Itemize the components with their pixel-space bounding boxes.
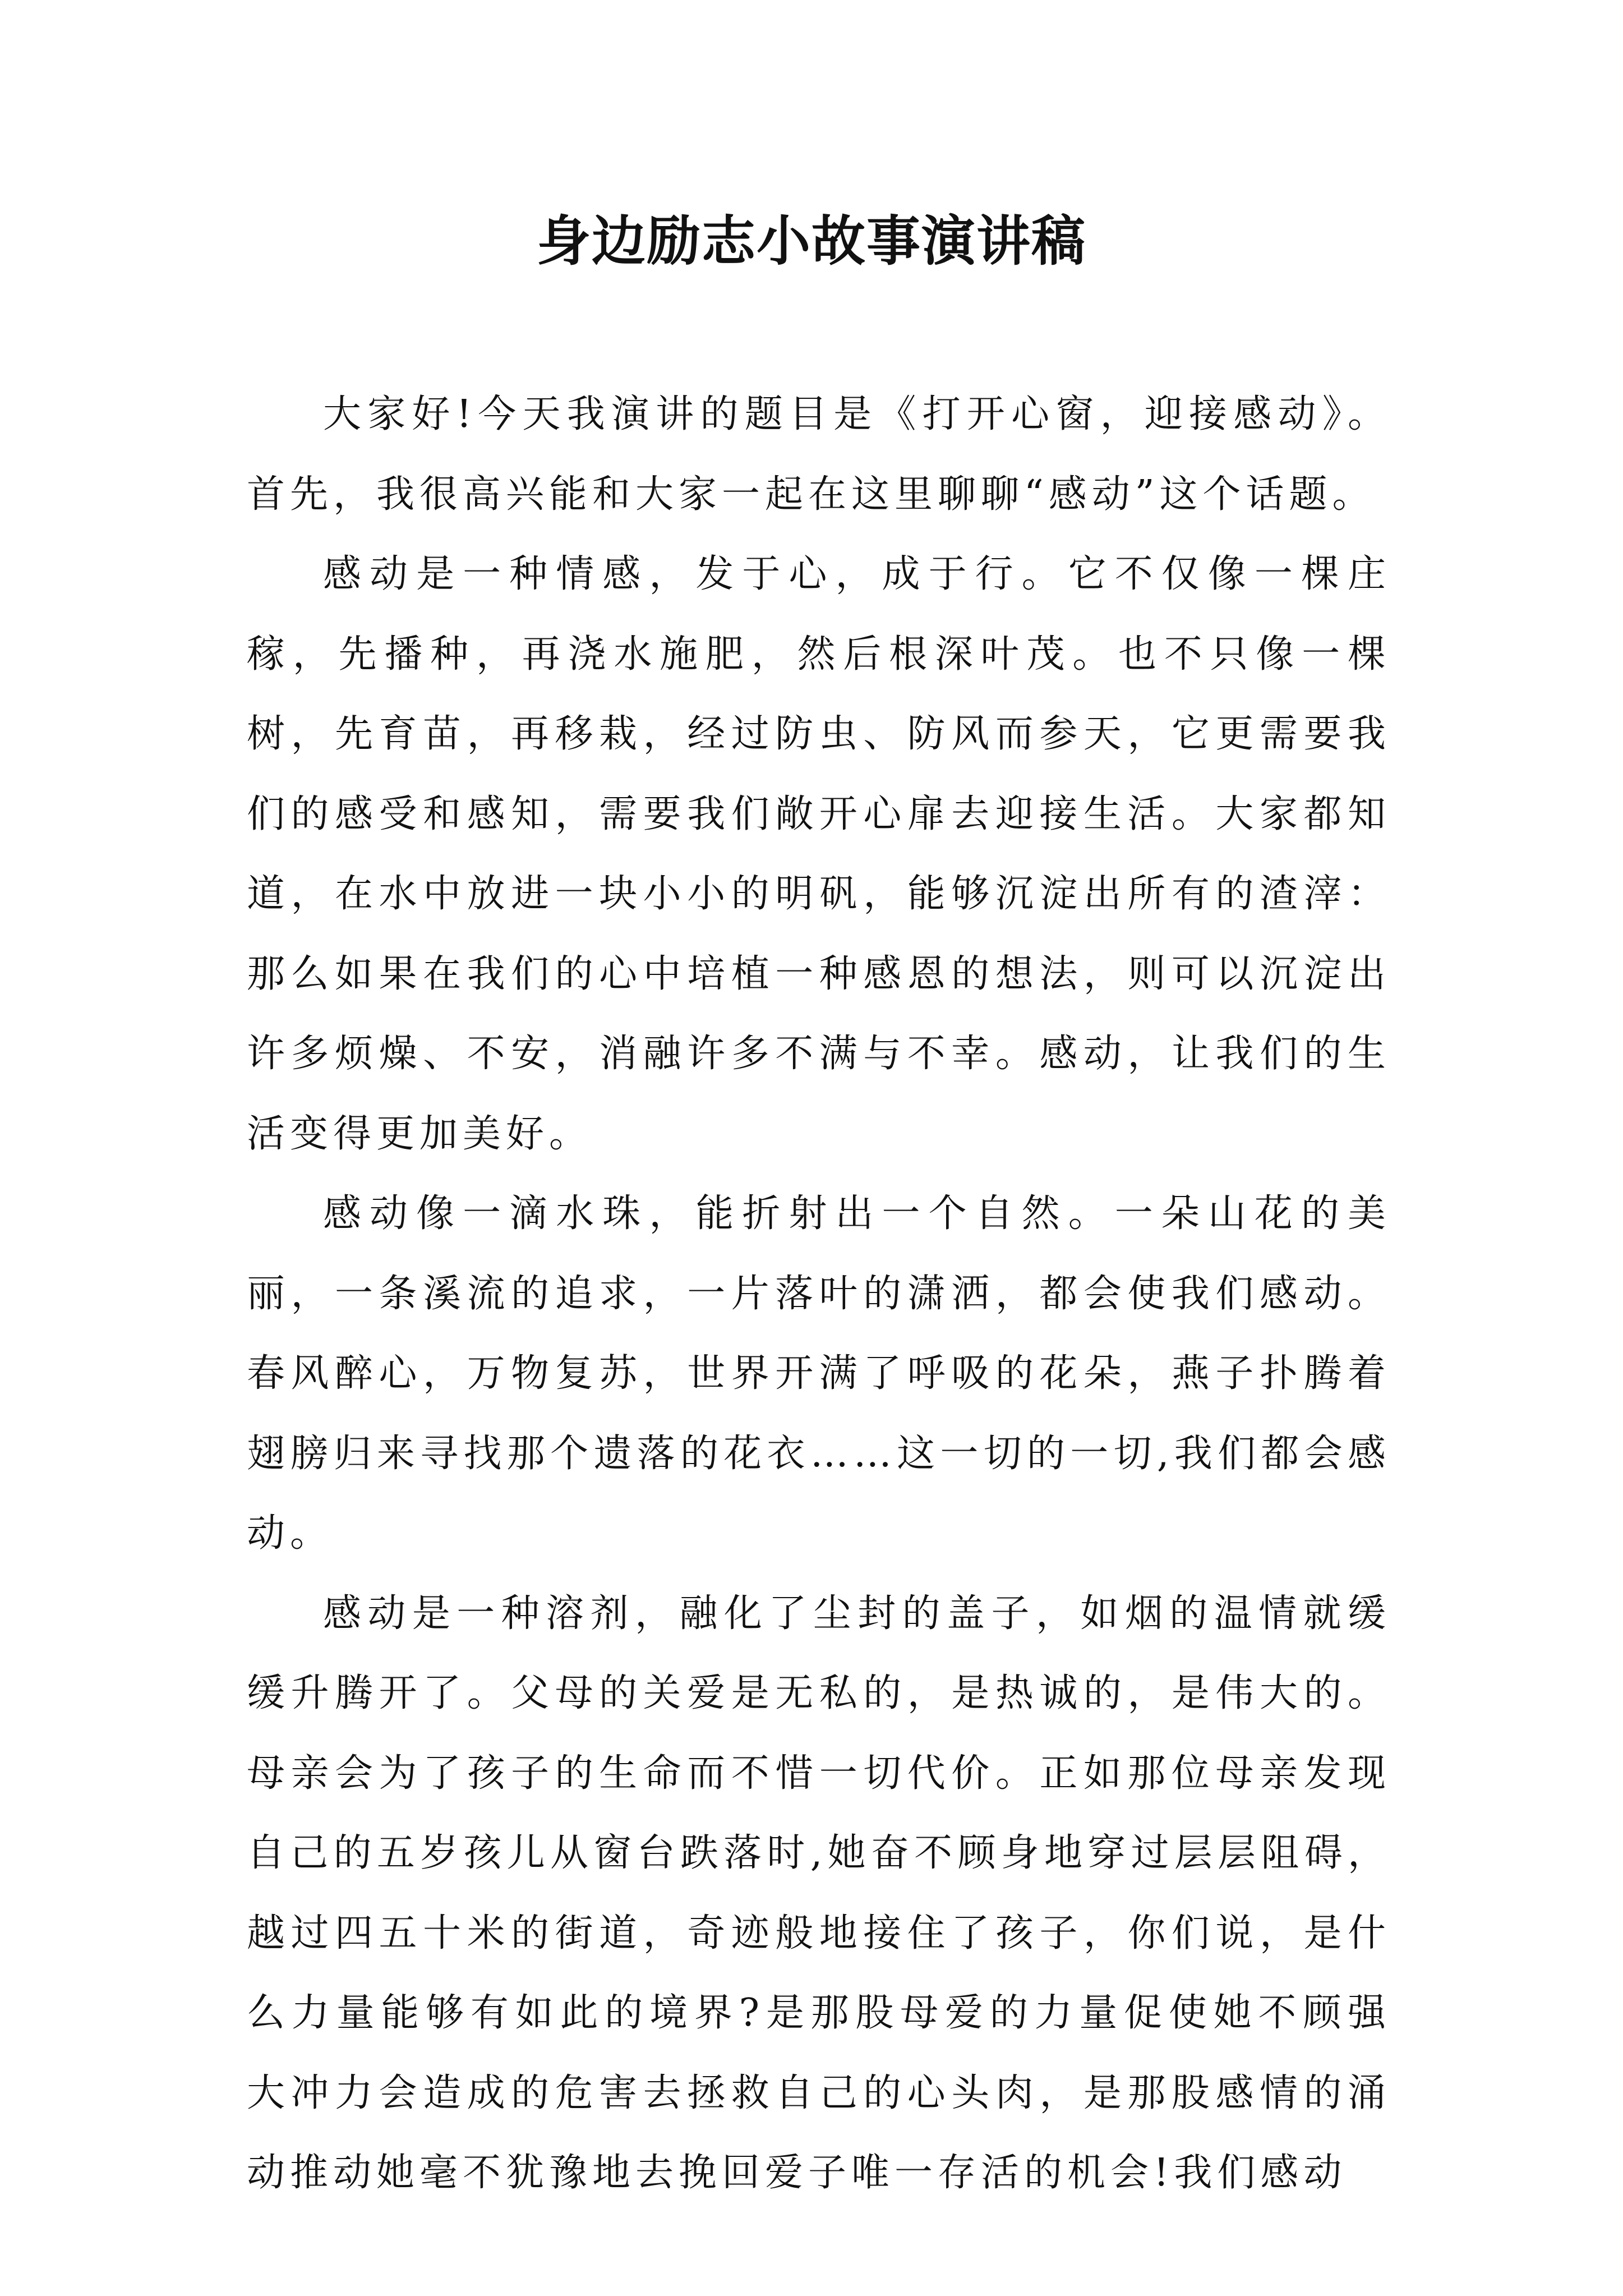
paragraph-emotion-definition: 感动是一种情感，发于心，成于行。它不仅像一棵庄稼，先播种，再浇水施肥，然后根深叶茂。也不只像一棵树，先育苗，再移栽，经过防虫、防风而参天，它更需要我们的感受和感知，需要我们敞开心扉去迎接生活。大家都知道，在水中放进一块小小的明矾，能够沉淀出所有的渣滓：那么如果在我们的心中培植一种感恩的想法，则可以沉淀出许多烦燥、不安，消融许多不满与不幸。感动，让我们的生活变得更加美好。 [247,552,1391,1156]
paragraph-mother-love: 感动是一种溶剂，融化了尘封的盖子，如烟的温情就缓缓升腾开了。父母的关爱是无私的，是热诚的，是伟大的。母亲会为了孩子的生命而不惜一切代价。正如那位母亲发现自己的五岁孩儿从窗台跌落时,她奋不顾身地穿过层层阻碍，越过四五十米的街道，奇迹般地接住了孩子，你们说，是什么力量能够有如此的境界?是那股母爱的力量促使她不顾强大冲力会造成的危害去拯救自己的心头肉，是那股感情的涌动推动她毫不犹豫地去挽回爱子唯一存活的机会!我们感动 [247,1591,1391,2195]
document-title: 身边励志小故事演讲稿 [537,209,1086,273]
paragraph-nature: 感动像一滴水珠，能折射出一个自然。一朵山花的美丽，一条溪流的追求，一片落叶的潇洒，都会使我们感动。春风醉心，万物复苏，世界开满了呼吸的花朵，燕子扑腾着翅膀归来寻找那个遗落的花衣……这一切的一切,我们都会感动。 [247,1191,1391,1556]
paragraph-greeting: 大家好!今天我演讲的题目是《打开心窗，迎接感动》。首先，我很高兴能和大家一起在这里聊聊“感动”这个话题。 [247,392,1391,517]
document-body [247,375,1391,2214]
